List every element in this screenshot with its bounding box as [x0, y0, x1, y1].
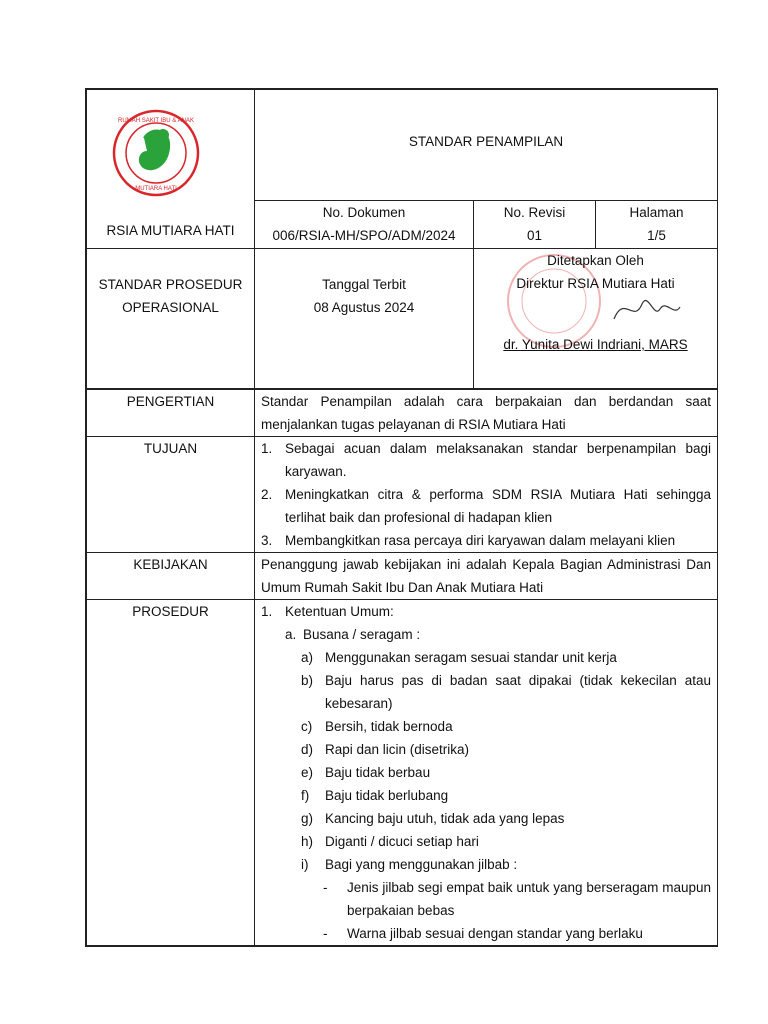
list-item: 1. Sebagai acuan dalam melaksanakan standar berpenampilan bagi karyawan. [261, 441, 711, 479]
sop-document [85, 88, 718, 947]
tujuan-list [255, 437, 718, 553]
revision-value: 01 [526, 228, 543, 244]
page-value: 1/5 [647, 228, 666, 244]
hospital-logo [111, 108, 201, 198]
signer-name: dr. Yunita Dewi Indriani, MARS [503, 337, 688, 352]
sop-label-line2: OPERASIONAL [122, 300, 219, 315]
list-item: f) Baju tidak berlubang [301, 788, 449, 803]
list-item: d) Rapi dan licin (disetrika) [301, 742, 470, 757]
issue-date-value: 08 Agustus 2024 [313, 300, 415, 315]
list-item: g) Kancing baju utuh, tidak ada yang lepas [301, 811, 565, 826]
list-item: h) Diganti / dicuci setiap hari [301, 834, 479, 849]
doc-number-cell [255, 201, 474, 249]
director-title: Direktur RSIA Mutiara Hati [516, 276, 675, 291]
revision-label: No. Revisi [503, 205, 566, 221]
signature [604, 289, 684, 329]
issue-date-cell [255, 249, 474, 389]
page-label: Halaman [629, 205, 684, 221]
list-item: c) Bersih, tidak bernoda [301, 719, 453, 734]
org-cell [87, 90, 255, 249]
doc-number-value: 006/RSIA-MH/SPO/ADM/2024 [272, 228, 456, 244]
list-item: i) Bagi yang menggunakan jilbab : [301, 857, 518, 872]
page-cell [596, 201, 718, 249]
kebijakan-label: KEBIJAKAN [87, 553, 255, 600]
sop-label-line1: STANDAR PROSEDUR [98, 277, 243, 292]
doc-number-label: No. Dokumen [322, 205, 406, 221]
pengertian-label: PENGERTIAN [87, 390, 255, 437]
list-item: 1. Ketentuan Umum: [261, 604, 394, 619]
issue-date-label: Tanggal Terbit [322, 277, 406, 292]
list-item: a) Menggunakan seragam sesuai standar unit kerja [301, 650, 617, 665]
list-item: - Jenis jilbab segi empat baik untuk yang berseragam maupun berpakaian bebas [323, 880, 711, 918]
org-name: RSIA MUTIARA HATI [106, 223, 235, 238]
svg-text:MUTIARA HATI: MUTIARA HATI [135, 186, 177, 192]
list-item: b) Baju harus pas di badan saat dipakai (tidak kekecilan atau kebesaran) [301, 673, 711, 711]
svg-text:RUMAH SAKIT IBU & ANAK: RUMAH SAKIT IBU & ANAK [118, 118, 194, 124]
header-table [86, 89, 718, 389]
prosedur-label: PROSEDUR [87, 600, 255, 946]
list-item: 3. Membangkitkan rasa percaya diri karyawan dalam melayani klien [261, 533, 676, 548]
list-item: e) Baju tidak berbau [301, 765, 431, 780]
list-item: a. Busana / seragam : [285, 627, 421, 642]
prosedur-list [255, 600, 718, 946]
approval-cell [474, 249, 718, 389]
sop-label-cell [87, 249, 255, 389]
list-item: 2. Meningkatkan citra & performa SDM RSIA Mutiara Hati sehingga terlihat baik dan profesional di hadapan klien [261, 487, 711, 525]
revision-cell [474, 201, 596, 249]
doc-title: STANDAR PENAMPILAN [255, 90, 718, 201]
kebijakan-text: Penanggung jawab kebijakan ini adalah Kepala Bagian Administrasi Dan Umum Rumah Sakit Ibu Dan Anak Mutiara Hati [255, 553, 718, 600]
approval-label: Ditetapkan Oleh [547, 253, 644, 268]
list-item: - Warna jilbab sesuai dengan standar yang berlaku [323, 926, 643, 941]
content-table [86, 389, 718, 946]
tujuan-label: TUJUAN [87, 437, 255, 553]
pengertian-text: Standar Penampilan adalah cara berpakaian dan berdandan saat menjalankan tugas pelayanan di RSIA Mutiara Hati [255, 390, 718, 437]
